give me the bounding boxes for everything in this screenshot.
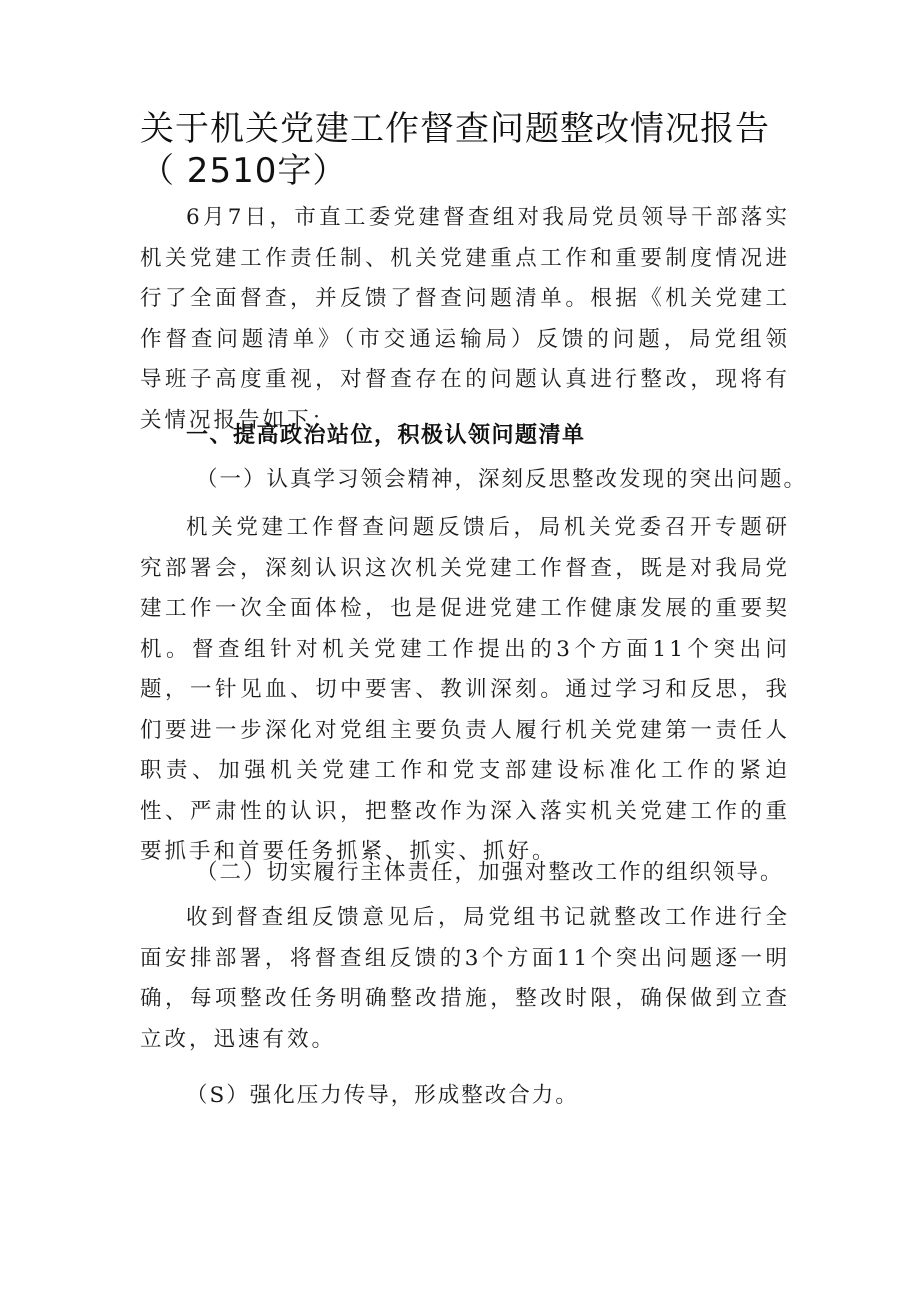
subsection-1-paragraph: 机关党建工作督查问题反馈后，局机关党委召开专题研究部署会，深刻认识这次机关党建工作督查，既是对我局党建工作一次全面体检，也是促进党建工作健康发展的重要契机。督查组针对机关党建工作提出的3个方面11个突出问题，一针见血、切中要害、教训深刻。通过学习和反思，我们要进一步深化对党组主要负责人履行机关党建第一责任人职责、加强机关党建工作和党支部建设标准化工作的紧迫性、严肃性的认识，把整改作为深入落实机关党建工作的重要抓手和首要任务抓紧、抓实、抓好。	[140, 515, 790, 864]
subsection-heading-2: （二）切实履行主体责任，加强对整改工作的组织领导。	[196, 860, 784, 885]
subsection-3	[186, 1076, 786, 1116]
subsection-2	[196, 853, 796, 893]
section-heading-1: 一、提高政治站位，积极认领问题清单	[186, 423, 586, 448]
subsection-2-paragraph: 收到督查组反馈意见后，局党组书记就整改工作进行全面安排部署，将督查组反馈的3个方面11个突出问题逐一明确，每项整改任务明确整改措施，整改时限，确保做到立查立改，迅速有效。	[140, 905, 790, 1052]
subsection-heading-3: （S）强化压力传导，形成整改合力。	[186, 1083, 579, 1108]
subsection-heading-1: （一）认真学习领会精神，深刻反思整改发现的突出问题。	[196, 467, 808, 492]
subsection-1	[196, 460, 808, 500]
document-title: 关于机关党建工作督查问题整改情况报告（ 2510字）	[140, 109, 770, 191]
intro-paragraph: 6月7日，市直工委党建督查组对我局党员领导干部落实机关党建工作责任制、机关党建重点工作和重要制度情况进行了全面督查，并反馈了督查问题清单。根据《机关党建工作督查问题清单》（市交通运输局）反馈的问题，局党组领导班子高度重视，对督查存在的问题认真进行整改，现将有关情况报告如下：	[140, 205, 790, 433]
